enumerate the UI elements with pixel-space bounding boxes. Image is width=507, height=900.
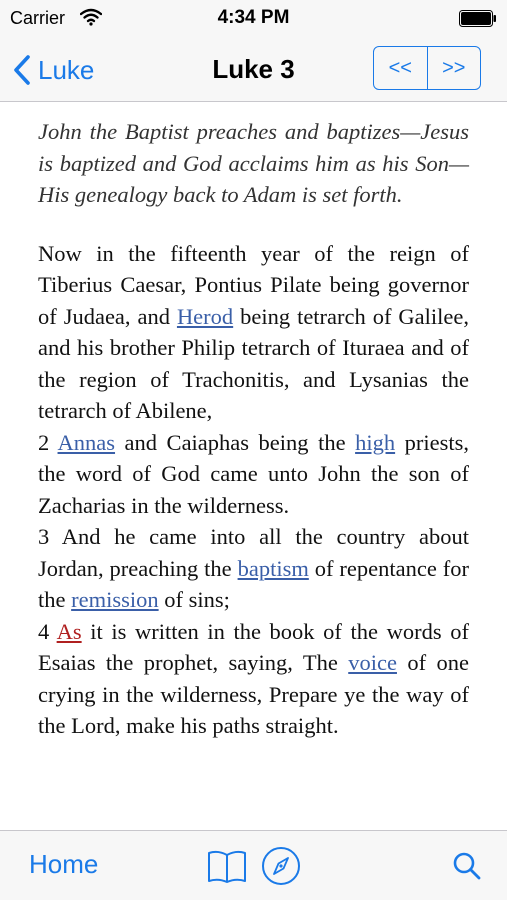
page-title: Luke 3 bbox=[212, 54, 295, 84]
footnote-link-high[interactable]: high bbox=[355, 429, 396, 455]
verse-text: Now in the fifteenth year of the reign of Tiberius Caesar, Pontius Pilate being governor of Judaea, and bbox=[38, 240, 469, 329]
verse-text: of repentance for the bbox=[38, 555, 469, 612]
footnote-link-annas[interactable]: Annas bbox=[57, 429, 116, 455]
verse-1 bbox=[38, 238, 469, 427]
back-button-label: Luke bbox=[38, 54, 95, 85]
verse-list bbox=[38, 238, 469, 742]
bottom-toolbar bbox=[0, 830, 507, 900]
carrier-label: Carrier bbox=[10, 8, 66, 28]
battery-icon bbox=[459, 10, 497, 27]
chapter-content[interactable] bbox=[0, 102, 507, 830]
verse-3 bbox=[38, 521, 469, 616]
footnote-link-as[interactable]: As bbox=[56, 618, 82, 644]
status-bar bbox=[0, 0, 507, 38]
back-button[interactable] bbox=[12, 52, 94, 88]
compass-icon[interactable] bbox=[260, 845, 302, 887]
verse-2 bbox=[38, 427, 469, 522]
home-button[interactable]: Home bbox=[29, 849, 99, 879]
book-icon[interactable] bbox=[206, 847, 248, 885]
previous-chapter-button[interactable]: << bbox=[388, 56, 412, 79]
verse-number: 2 bbox=[38, 429, 58, 455]
footnote-link-remission[interactable]: remission bbox=[71, 587, 159, 612]
verse-text: 3 And he came into all the country about Jordan, preaching the bbox=[38, 524, 469, 581]
verse-text: priests, the word of God came unto John the son of Zacharias in the wilderness. bbox=[38, 429, 470, 518]
search-icon[interactable] bbox=[452, 851, 482, 881]
next-chapter-button[interactable]: >> bbox=[427, 47, 481, 89]
verse-4 bbox=[38, 616, 469, 742]
verse-text: it is written in the book of the words of Esaias the prophet, saying, The bbox=[38, 618, 469, 675]
chapter-navigation bbox=[373, 46, 481, 90]
navigation-bar bbox=[0, 38, 507, 102]
verse-number: 4 bbox=[38, 618, 57, 644]
footnote-link-baptism[interactable]: baptism bbox=[237, 555, 309, 581]
verse-text: being tetrarch of Galilee, and his brother Philip tetrarch of Ituraea and of the region of Trachonitis, and Lysanias the tetrarch of Abilene, bbox=[38, 303, 469, 423]
verse-text: of sins; bbox=[158, 587, 230, 612]
chevron-left-icon bbox=[12, 54, 32, 86]
chapter-summary: John the Baptist preaches and baptizes—Jesus is baptized and God acclaims him as his Son—His genealogy back to Adam is set forth. bbox=[38, 119, 469, 207]
status-time: 4:34 PM bbox=[217, 7, 290, 28]
footnote-link-herod[interactable]: Herod bbox=[176, 303, 234, 329]
verse-text: of one crying in the wilderness, Prepare ye the way of the Lord, make his paths straight. bbox=[38, 650, 469, 738]
footnote-link-voice[interactable]: voice bbox=[348, 650, 397, 675]
verse-text: and Caiaphas being the bbox=[115, 429, 356, 455]
